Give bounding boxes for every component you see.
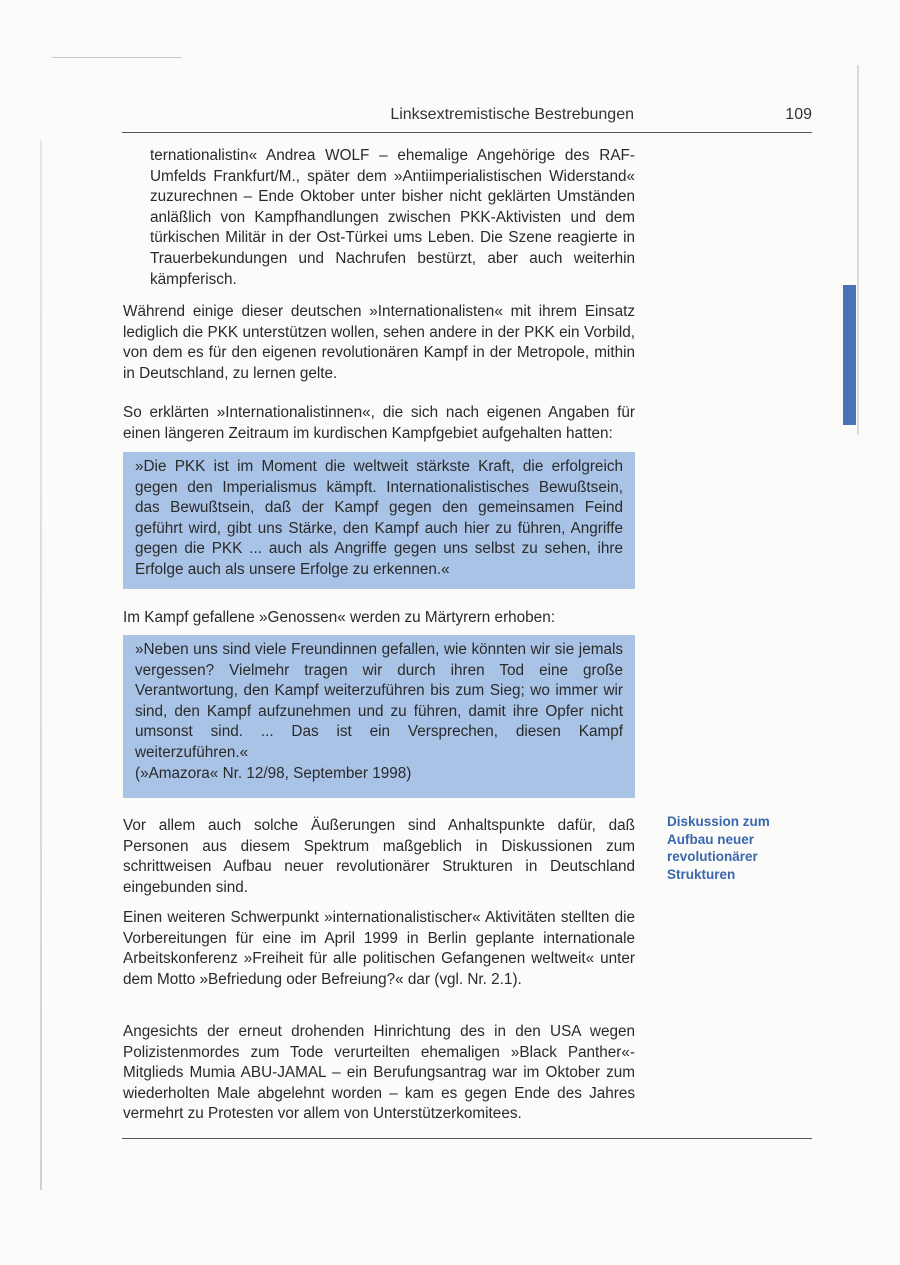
margin-note-line: revolutionärer: [667, 849, 758, 864]
paragraph: [123, 608, 635, 629]
paragraph: [123, 403, 635, 444]
running-header: [122, 104, 812, 133]
paragraph: [123, 908, 635, 990]
margin-note-line: Diskussion zum: [667, 814, 770, 829]
block-quote: [123, 635, 635, 798]
paragraph-text: ternationalistin« Andrea WOLF – ehemalige Angehörige des RAF-Umfelds Frankfurt/M., später dem »Antiimperialistischen Widerstand« zuzurechnen – Ende Oktober unter bisher nicht geklärten Umständen anläßlich von Kampfhandlungen zwischen PKK-Aktivisten und dem türkischen Militär in der Ost-Türkei ums Leben. Die Szene reagierte in Trauerbekundungen und Nachrufen bestürzt, aber auch weiterhin kämpferisch.: [150, 147, 635, 288]
block-quote: [123, 452, 635, 589]
quote-source: (»Amazora« Nr. 12/98, September 1998): [135, 764, 412, 782]
footer-rule: [122, 1138, 812, 1139]
margin-note: [667, 813, 817, 883]
page-number: 109: [785, 106, 812, 123]
paragraph: [123, 302, 635, 384]
paragraph-continuation: [123, 146, 635, 290]
paragraph-text: Während einige dieser deutschen »Internationalisten« mit ihrem Einsatz lediglich die PKK unterstützen wollen, sehen andere in der PKK ein Vorbild, von dem es für den eigenen revolutionären Kampf in der Metropole, mithin in Deutschland, zu lernen gelte.: [123, 303, 635, 382]
running-title: Linksextremistische Bestrebungen: [390, 106, 634, 123]
scan-artifact-line: [52, 57, 182, 58]
margin-note-line: Aufbau neuer: [667, 831, 755, 847]
paragraph-text: Vor allem auch solche Äußerungen sind Anhaltspunkte dafür, daß Personen aus diesem Spektrum maßgeblich in Diskussionen zum schrittweisen Aufbau neuer revolutionärer Strukturen in Deutschland eingebunden sind.: [123, 817, 635, 896]
page-edge-right: [857, 65, 859, 435]
quote-text: »Die PKK ist im Moment die weltweit stärkste Kraft, die erfolgreich gegen den Imperialismus kämpft. Internationalistisches Bewußtsein, das Bewußtsein, daß der Kampf gegen den gemeinsamen Feind geführt wird, gibt uns Stärke, den Kampf auch hier zu führen, Angriffe gegen die PKK ... auch als Angriffe gegen uns selbst zu sehen, ihre Erfolge auch als unsere Erfolge zu erkennen.«: [135, 458, 623, 578]
chapter-thumb-tab: [843, 285, 856, 425]
paragraph-text: Im Kampf gefallene »Genossen« werden zu Märtyrern erhoben:: [123, 609, 555, 626]
paragraph-text: Angesichts der erneut drohenden Hinrichtung des in den USA wegen Polizistenmordes zum Tode verurteilten ehemaligen »Black Panther«-Mitglieds Mumia ABU-JAMAL – ein Berufungsantrag war im Oktober zum wiederholten Male abgelehnt worden – kam es gegen Ende des Jahres vermehrt zu Protesten vor allem von Unterstützerkomitees.: [123, 1023, 635, 1123]
paragraph: [123, 1022, 635, 1125]
quote-text: »Neben uns sind viele Freundinnen gefallen, wie könnten wir sie jemals vergessen? Vielmehr tragen wir durch ihren Tod eine große Verantwortung, den Kampf weiterzuführen bis zum Sieg; wo immer wir sind, den Kampf aufzunehmen und zu führen, damit ihre Opfer nicht umsonst sind. ... Das ist ein Versprechen, diesen Kampf weiterzuführen.«: [135, 641, 623, 761]
paragraph-text: Einen weiteren Schwerpunkt »internationalistischer« Aktivitäten stellten die Vorbereitungen für eine im April 1999 in Berlin geplante internationale Arbeitskonferenz »Freiheit für alle politischen Gefangenen weltweit« unter dem Motto »Befriedung oder Befreiung?« dar (vgl. Nr. 2.1).: [123, 909, 635, 988]
paragraph-text: So erklärten »Internationalistinnen«, die sich nach eigenen Angaben für einen längeren Zeitraum im kurdischen Kampfgebiet aufgehalten hatten:: [123, 404, 635, 442]
margin-note-line: Strukturen: [667, 866, 736, 882]
page-edge-left: [40, 140, 42, 1190]
paragraph: [123, 816, 635, 898]
